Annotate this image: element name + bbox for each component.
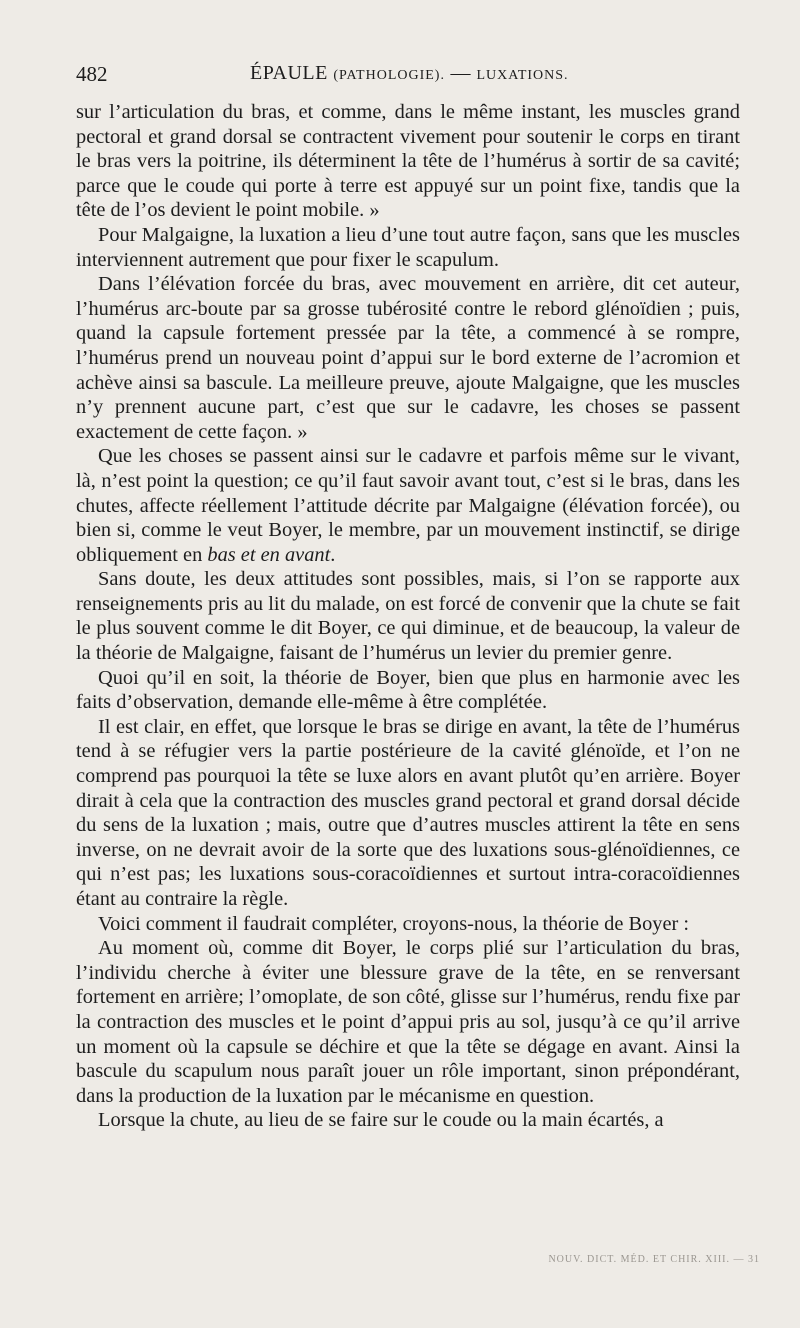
paragraph: Quoi qu’il en soit, la théorie de Boyer, bien que plus en harmonie avec les faits d’observation, demande elle-même à être complétée.: [76, 666, 740, 714]
paragraph: Sans doute, les deux attitudes sont possibles, mais, si l’on se rapporte aux renseignements pris au lit du malade, on est forcé de convenir que la chute se fait le plus souvent comme le dit Boyer, ce qui diminue, et de beaucoup, la valeur de la théorie de Malgaigne, faisant de l’humérus un levier du premier genre.: [76, 568, 740, 665]
italic-phrase: bas et en avant: [207, 543, 331, 566]
title-section: LUXATIONS.: [476, 68, 569, 83]
paragraph: Lorsque la chute, au lieu de se faire sur le coude ou la main écartés, a: [98, 1109, 664, 1132]
running-title: [250, 62, 569, 85]
paragraph: sur l’articulation du bras, et comme, dans le même instant, les muscles grand pectoral et grand dorsal se contractent vivement pour soutenir le corps en tirant le bras vers la poitrine, ils déterminent la tête de l’humérus à sortir de sa cavité; parce que le coude qui porte à terre est appuyé sur un point fixe, tandis que la tête de l’os devient le point mobile. »: [76, 101, 740, 222]
paragraph: [76, 444, 740, 567]
signature-mark: NOUV. DICT. MÉD. ET CHIR. XIII. — 31: [548, 1254, 760, 1265]
title-main: ÉPAULE: [250, 62, 328, 84]
paragraph-tail: .: [330, 543, 336, 566]
paragraph: Pour Malgaigne, la luxation a lieu d’une tout autre façon, sans que les muscles interviennent autrement que pour fixer le scapulum.: [76, 223, 740, 271]
paragraph-text: Que les choses se passent ainsi sur le cadavre et parfois même sur le vivant, là, n’est point la question; ce qu’il faut savoir avant tout, c’est si le bras, dans les chutes, affecte réellement l’attitude décrite par Malgaigne (élévation forcée), ou bien si, comme le veut Boyer, le membre, par un mouvement instinctif, se dirige obliquement en: [76, 445, 740, 566]
title-subject: (PATHOLOGIE).: [333, 68, 445, 83]
title-dash: —: [450, 62, 471, 84]
paragraph: Au moment où, comme dit Boyer, le corps plié sur l’articulation du bras, l’individu cherche à éviter une blessure grave de la tête, en se renversant fortement en arrière; l’omoplate, de son côté, glisse sur l’humérus, rendu fixe par la contraction des muscles et le point d’appui pris au sol, jusqu’à ce qu’il arrive un moment où la capsule se déchire et que la tête se dégage en avant. Ainsi la bascule du scapulum nous paraît jouer un rôle important, sinon prépondérant, dans la production de la luxation par le mécanisme en question.: [76, 937, 740, 1107]
paragraph: Voici comment il faudrait compléter, croyons-nous, la théorie de Boyer :: [98, 912, 690, 935]
paragraph: Dans l’élévation forcée du bras, avec mouvement en arrière, dit cet auteur, l’humérus arc-boute par sa grosse tubérosité contre le rebord glénoïdien ; puis, quand la capsule fortement pressée par la tête, a commencé à se rompre, l’humérus prend un nouveau point d’appui sur le bord externe de l’acromion et achève ainsi sa bascule. La meilleure preuve, ajoute Malgaigne, que les muscles n’y prennent aucune part, c’est que sur le cadavre, les choses se passent exactement de cette façon. »: [76, 273, 740, 443]
paragraph: Il est clair, en effet, que lorsque le bras se dirige en avant, la tête de l’humérus tend à se réfugier vers la partie postérieure de la cavité glénoïde, et l’on ne comprend pas pourquoi la tête se luxe alors en avant plutôt qu’en arrière. Boyer dirait à cela que la contraction des muscles grand pectoral et grand dorsal décide du sens de la luxation ; mais, outre que d’autres muscles attirent la tête en sens inverse, on ne devrait avoir de la sorte que des luxations sous-glénoïdiennes, ce qui n’est pas; les luxations sous-coracoïdiennes et surtout intra-coracoïdiennes étant au contraire la règle.: [76, 715, 740, 910]
body-text: [76, 100, 740, 1133]
running-header: [76, 62, 740, 92]
page-number: 482: [76, 62, 108, 86]
